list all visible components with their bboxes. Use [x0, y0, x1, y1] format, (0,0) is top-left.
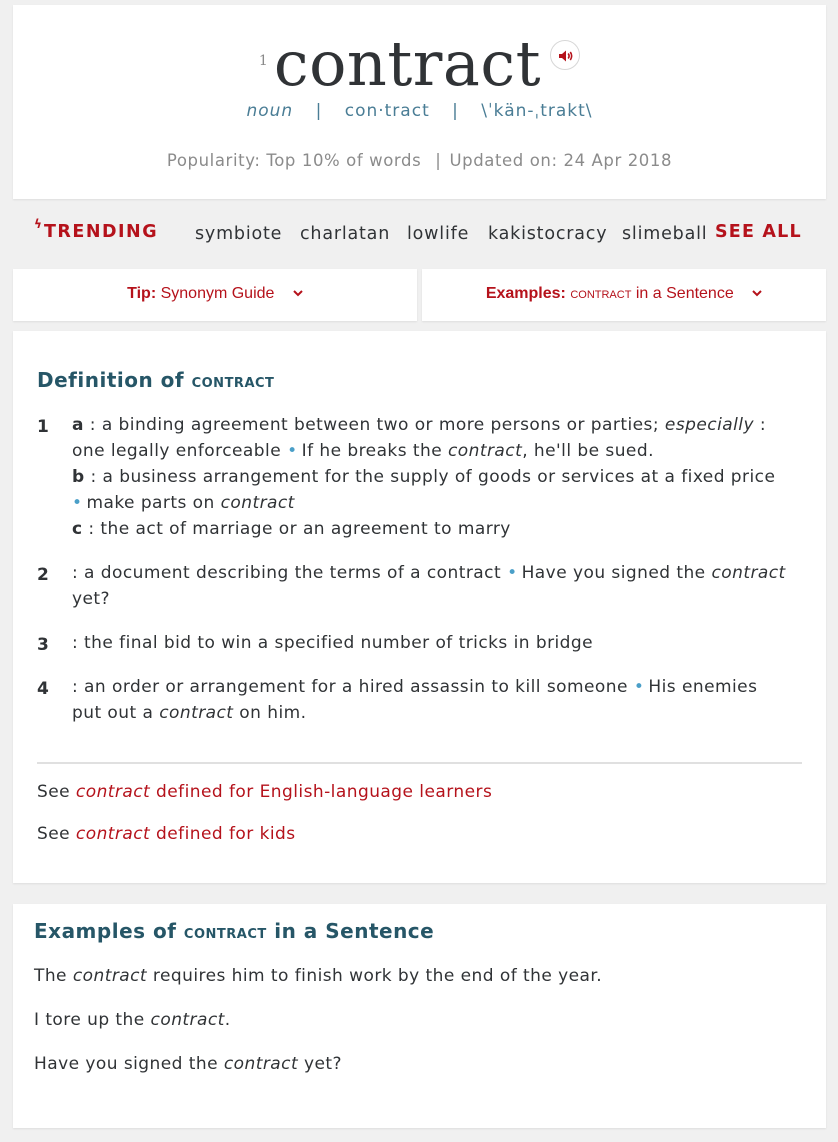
sense-1b-line-2: • make parts on contract [72, 493, 295, 513]
headword: contract [273, 27, 541, 100]
trending-bar [34, 217, 820, 250]
pronunciation-row [13, 101, 826, 121]
headword-row [13, 27, 826, 100]
learners-definition-link[interactable]: contract defined for English-language learners [75, 782, 493, 802]
speaker-icon [558, 49, 574, 63]
sense-4-line-1: : an order or arrangement for a hired assassin to kill someone • His enemies [72, 677, 758, 697]
see-all-trending-link[interactable]: SEE ALL [715, 222, 802, 242]
kids-definition-link[interactable]: contract defined for kids [75, 824, 296, 844]
trending-word-link[interactable]: slimeball [622, 224, 708, 244]
lightning-icon: ϟ [34, 217, 44, 231]
popularity: Popularity: Top 10% of words [166, 151, 422, 170]
example-sentence: Have you signed the contract yet? [34, 1054, 342, 1074]
kids-link-row: See contract defined for kids [37, 824, 296, 844]
chevron-down-icon [293, 284, 303, 302]
sense-2-line-1: : a document describing the terms of a contract • Have you signed the contract [72, 563, 786, 583]
sense-number: 4 [37, 679, 49, 699]
trending-word-link[interactable]: charlatan [300, 224, 391, 244]
tip-text: Synonym Guide [160, 285, 275, 302]
separator: | [452, 101, 459, 121]
examples-toggle[interactable] [422, 269, 826, 321]
bullet-icon: • [72, 493, 83, 513]
sense-1b-line-1: b : a business arrangement for the supply of goods or services at a fixed price [72, 467, 776, 487]
sense-1a-line-1: a : a binding agreement between two or more persons or parties; especially : [72, 415, 767, 435]
updated-date: Updated on: 24 Apr 2018 [449, 151, 673, 170]
separator: | [315, 101, 323, 121]
bullet-icon: • [633, 677, 645, 697]
chevron-down-icon [752, 284, 762, 302]
tip-label: Tip: [127, 285, 157, 302]
pronunciation-audio-button[interactable] [550, 40, 580, 70]
example-sentence: I tore up the contract. [34, 1010, 231, 1030]
sense-2-line-2: yet? [72, 589, 111, 609]
pronunciation: \ˈkän-ˌtrakt\ [481, 101, 593, 121]
synonym-guide-toggle[interactable] [13, 269, 417, 321]
sense-number: 2 [37, 565, 49, 585]
divider [37, 762, 802, 764]
examples-word: contract [570, 285, 632, 302]
popularity-row [13, 151, 826, 170]
bullet-icon: • [287, 441, 298, 461]
sense-3-line: : the final bid to win a specified number of tricks in bridge [72, 633, 594, 653]
definition-heading: Definition of contract [37, 368, 275, 392]
headword-card [13, 5, 826, 199]
examples-label: Examples: [485, 285, 566, 302]
learners-link-row: See contract defined for English-language learners [37, 782, 493, 802]
examples-heading: Examples of contract in a Sentence [34, 919, 435, 943]
example-sentence: The contract requires him to finish work by the end of the year. [34, 966, 603, 986]
sense-number: 3 [37, 635, 49, 655]
bullet-icon: • [507, 563, 518, 583]
homograph-number: 1 [258, 53, 268, 69]
sense-4-line-2: put out a contract on him. [72, 703, 307, 723]
separator: | [435, 151, 442, 170]
sense-1a-line-2: one legally enforceable • If he breaks the contract, he'll be sued. [72, 441, 654, 461]
definition-card [13, 331, 826, 883]
part-of-speech-link[interactable]: noun [246, 101, 294, 121]
sense-1c-line: c : the act of marriage or an agreement to marry [72, 519, 511, 539]
trending-word-link[interactable]: symbiote [195, 224, 283, 244]
trending-label: ϟ TRENDING [34, 217, 159, 242]
syllables: con·tract [344, 101, 430, 121]
sense-number: 1 [37, 417, 49, 437]
trending-word-link[interactable]: lowlife [407, 224, 470, 244]
trending-word-link[interactable]: kakistocracy [488, 224, 608, 244]
examples-card [13, 904, 826, 1128]
examples-suffix: in a Sentence [635, 285, 734, 302]
